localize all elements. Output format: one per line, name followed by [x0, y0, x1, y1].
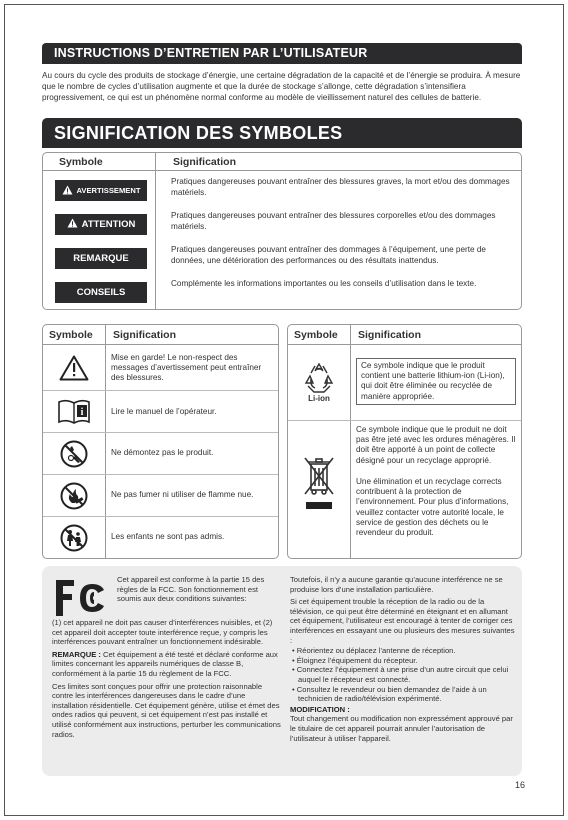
col-meaning: Signification: [173, 156, 236, 168]
list-item: • Éloignez l’équipement du récepteur.: [292, 655, 418, 665]
col-symbol: Symbole: [59, 156, 103, 168]
table-row: [43, 241, 521, 275]
page-number: 16: [515, 780, 526, 790]
svg-text:i: i: [80, 407, 84, 418]
fcc-logo-icon: [52, 576, 112, 620]
fcc-right-column: Toutefois, il n’y a aucune garantie qu’aucune interférence ne se produise lors d’une installation particulière. Si cet équipement trouble la réception de la radio ou de la télévision, ce qui peut être déterminé en éteignant et en allumant cet équipement, l’utilisateur est encouragé à tenter de corriger ces interférences en essayant une ou plusieurs des mesures suivantes : • Réorientez ou déplacez l’antenne de réception. • Éloignez l’équipement du récepteur. • Connectez l’équipement à une prise d’un autre circuit que celui auquel le récepteur est connecté. • Consultez le revendeur ou bien demandez de l’aide à un technicien de radio/télévision expérimenté. MODIFICATION : Tout changement ou modification non expressément approuvé par le titulaire de cet appareil pourrait annuler l’autorisation de l’utilisateur à utiliser l’appareil.: [290, 575, 515, 743]
table-row: Ne pas fumer ni utiliser de flamme nue.: [43, 474, 278, 516]
no-disassemble-icon: [60, 440, 88, 468]
warning-triangle-icon: [62, 185, 73, 195]
fcc-left-column: (1) cet appareil ne doit pas causer d’interférences nuisibles, et (2) cet appareil doit accepter toute interférence reçue, y compris les interférences pouvant entraîner un fonctionnement indésirable. REMARQUE : Cet équipement a été testé et déclaré conforme aux limites concernant les appareils numériques de classe B, conformément à la partie 15 du règlement de la FCC. Ces limites sont conçues pour offrir une protection raisonnable contre les interférences dangereuses dans le cadre d’une installation résidentielle. Cet équipement génère, utilise et émet des ondes radios qui peuvent, si cet équipement n’est pas installé et utilisé conformément aux instructions, perturber les communications radios.: [52, 618, 281, 739]
table-header: [43, 153, 521, 171]
caution-badge: ATTENTION: [55, 214, 147, 235]
modification-title: MODIFICATION :: [290, 704, 350, 714]
row-text: Pratiques dangereuses pouvant entraîner des blessures graves, la mort et/ou des dommages matériels.: [171, 177, 510, 197]
no-children-icon: [60, 524, 88, 552]
table-row: Mise en garde! Le non-respect des messages d’avertissement peut entraîner des blessures.: [43, 346, 278, 390]
section-banner-symbols: SIGNIFICATION DES SYMBOLES: [42, 118, 522, 148]
row-text: Pratiques dangereuses pouvant entraîner des dommages à l’équipement, une perte de données, une détérioration des performances ou des résultats inattendus.: [171, 245, 486, 265]
table-row: [43, 275, 521, 309]
symbols-table-left: [42, 324, 279, 559]
manual-book-icon: [57, 399, 91, 425]
table-row: Les enfants ne sont pas admis.: [43, 516, 278, 558]
table-row: [43, 173, 521, 207]
table-row: Ce symbole indique que le produit ne doit pas être jeté avec les ordures ménagères. Il doit être apporté à un point de collecte désigné pour un recyclage approprié. Une élimination et un recyclage corrects contribuent à la protection de l’environnement. Pour plus d’informations, veuillez contacter votre autorité locale, le service de gestion des déchets ou le revendeur du produit.: [288, 420, 521, 558]
signal-words-table: [42, 152, 522, 310]
warning-triangle-icon: [59, 355, 89, 381]
recycle-icon: [302, 362, 336, 394]
table-row: [43, 207, 521, 241]
modification-text: Tout changement ou modification non expressément approuvé par le titulaire de cet appareil pourrait annuler l’autorisation de l’utilisateur à utiliser l’appareil.: [290, 714, 513, 743]
symbols-table-right: [287, 324, 522, 559]
row-text: Complémente les informations importantes ou les conseils d’utilisation dans le texte.: [171, 279, 477, 288]
fcc-conformity-text: Cet appareil est conforme à la partie 15 des règles de la FCC. Son fonctionnement est soumis aux deux conditions suivantes:: [117, 575, 265, 604]
li-ion-label: Li-ion: [308, 393, 330, 403]
no-fire-icon: [60, 482, 88, 510]
table-row: i Lire le manuel de l’opérateur.: [43, 390, 278, 432]
tips-badge: CONSEILS: [55, 282, 147, 303]
intro-paragraph: Au cours du cycle des produits de stockage d’énergie, une certaine dégradation de la capacité et de l’énergie se produira. À mesure que le nombre de cycles d’utilisation augmente et que la durée de stockage s’allonge, cette dégradation s’intensifiera progressivement, ce qui est un phénomène normal conforme au modèle de vieillissement naturel des cellules de batterie.: [42, 71, 521, 102]
crossed-bin-icon: [302, 454, 336, 518]
warning-badge: AVERTISSEMENT: [55, 180, 147, 201]
list-item: • Consultez le revendeur ou bien demandez de l’aide à un technicien de radio/télévision expérimenté.: [292, 684, 487, 704]
list-item: • Réorientez ou déplacez l’antenne de réception.: [292, 646, 456, 656]
list-item: • Connectez l’équipement à une prise d’un autre circuit que celui auquel le récepteur est connecté.: [292, 665, 509, 684]
note-badge: REMARQUE: [55, 248, 147, 269]
fcc-statement: [42, 566, 522, 776]
table-row: Ne démontez pas le produit.: [43, 432, 278, 474]
table-row: Li-ion Ce symbole indique que le produit contient une batterie lithium-ion (Li-ion), qui doit être éliminée ou recyclée de manière appropriée.: [288, 346, 521, 420]
warning-triangle-icon: [67, 218, 78, 228]
section-banner-maintenance: INSTRUCTIONS D’ENTRETIEN PAR L’UTILISATEUR: [42, 43, 522, 64]
table-header: Symbole Signification: [43, 325, 278, 345]
table-header: Symbole Signification: [288, 325, 521, 345]
row-text: Pratiques dangereuses pouvant entraîner des blessures corporelles et/ou des dommages matériels.: [171, 211, 496, 231]
